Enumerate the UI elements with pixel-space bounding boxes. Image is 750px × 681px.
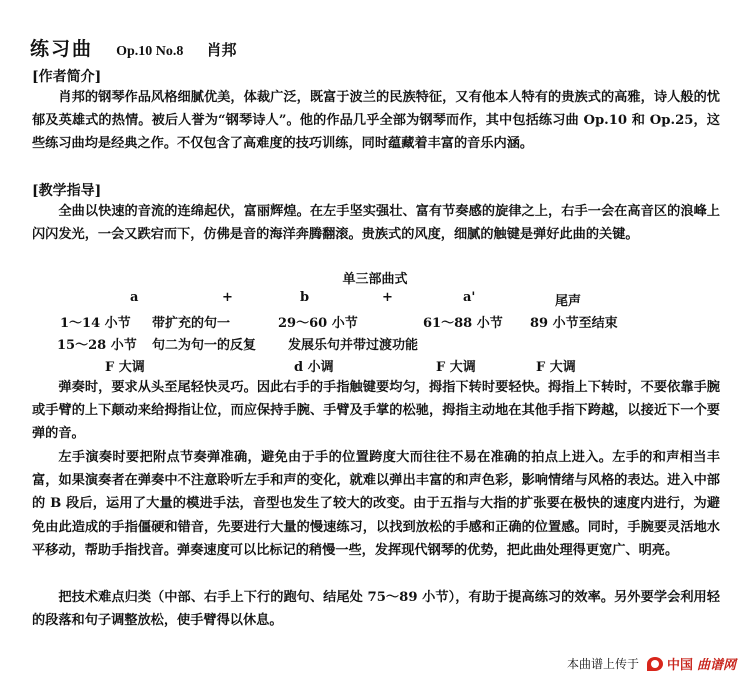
footer-source [567, 654, 736, 673]
opus-number: Op.10 No.8 [116, 44, 184, 59]
author-intro-text: 肖邦的钢琴作品风格细腻优美，体裁广泛，既富于波兰的民族特征，又有他本人特有的贵族式的高雅，诗人般的忧郁及英雄式的热情。被后人誉为“钢琴诗人”。他的作品几乎全部为钢琴而作，其中包括练习曲 Op.10 和 Op.25，这些练习曲均是经典之作。不仅包含了高难度的技巧训练，同时蕴藏着丰富的音乐内涵。 [32, 90, 720, 152]
site-logo-name: 曲谱网 [696, 658, 736, 673]
teaching-guide-heading: [教学指导] [32, 183, 102, 199]
form-b-key: d 小调 [294, 360, 334, 375]
author-intro-heading: [作者简介] [32, 69, 102, 85]
form-structure-title: 单三部曲式 [342, 272, 408, 287]
form-b-description: 发展乐句并带过渡功能 [288, 338, 419, 353]
body-paragraph-1: 弹奏时，要求从头至尾轻快灵巧。因此右手的手指触键要均匀，拇指下转时要轻快。拇指上下转时，不要依靠手腕或手臂的上下颠动来给拇指让位，而应保持手腕、手臂及手掌的松驰，拇指主动地在其他手指下跨越，以接近下一个要弹的音。 [32, 380, 720, 442]
form-a-measures-2: 15～28 小节 [57, 338, 137, 353]
form-section-b: b [300, 290, 310, 305]
teaching-guide-text: 全曲以快速的音流的连绵起伏，富丽辉煌。在左手坚实强壮、富有节奏感的旋律之上，右手一会在高音区的浪峰上闪闪发光，一会又跌宕而下，仿佛是音的海洋奔腾翻滚。贵族式的风度，细腻的触键是弹好此曲的关键。 [32, 204, 720, 243]
form-a-phrase1: 带扩充的句一 [152, 316, 231, 331]
form-a-phrase2: 句二为句一的反复 [152, 338, 257, 353]
form-section-a-prime: a' [463, 290, 476, 305]
form-section-coda: 尾声 [555, 294, 582, 309]
form-plus-2: + [382, 290, 393, 305]
form-a-measures: 1～14 小节 [60, 316, 131, 331]
form-a-prime-measures: 61～88 小节 [423, 316, 503, 331]
form-coda-measures: 89 小节至结束 [530, 316, 618, 331]
body-paragraph-3: 把技术难点归类（中部、右手上下行的跑句、结尾处 75～89 小节），有助于提高练习的效率。另外要学会利用轻的段落和句子调整放松，使手臂得以休息。 [32, 590, 720, 629]
form-a-prime-key: F 大调 [436, 360, 476, 375]
form-plus-1: + [222, 290, 233, 305]
form-coda-key: F 大调 [536, 360, 576, 375]
piece-header [30, 34, 237, 61]
piece-title: 练习曲 [30, 38, 94, 60]
body-paragraph-2: 左手演奏时要把附点节奏弹准确，避免由于手的位置跨度大而往往不易在准确的拍点上进入。左手的和声相当丰富，如果演奏者在弹奏中不注意聆听左手和声的变化，就难以弹出丰富的和声色彩，影响情绪与风格的表达。进入中部的 B 段后，运用了大量的模进手法，音型也发生了较大的改变。由于五指与大指的扩张要在极快的速度内进行，为避免由此造成的手指僵硬和错音，先要进行大量的慢速练习，以找到放松的手感和正确的位置感。同时，手腕要灵活地水平移动，帮助手指找音。弹奏速度可以比标记的稍慢一些，发挥现代钢琴的优势，把此曲处理得更宽广、明亮。 [32, 450, 720, 558]
site-logo-cn: 中国 [666, 658, 693, 673]
composer-name: 肖邦 [206, 41, 237, 59]
form-b-measures: 29～60 小节 [278, 316, 358, 331]
footer-upload-text: 本曲谱上传于 [566, 657, 639, 671]
form-a-key: F 大调 [105, 360, 145, 375]
site-logo-icon [647, 657, 663, 671]
form-section-a: a [130, 290, 139, 305]
